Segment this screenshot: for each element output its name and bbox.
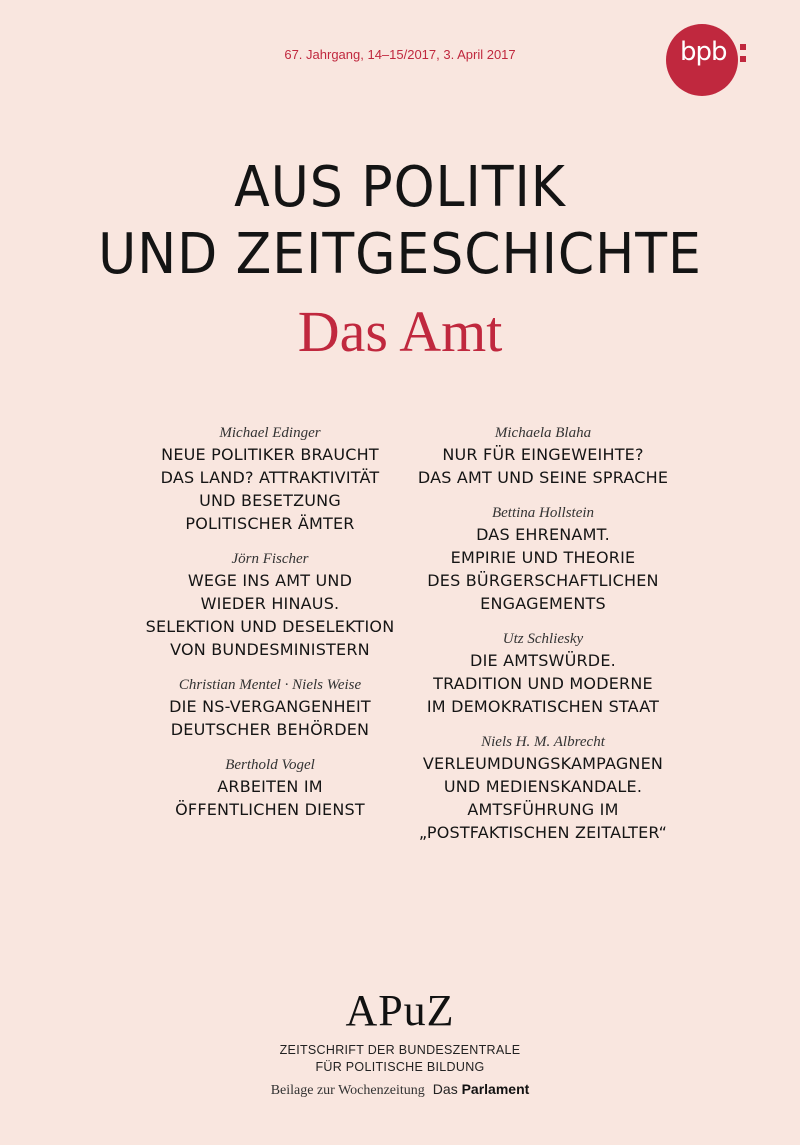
article-author: Michael Edinger: [219, 425, 321, 441]
article-title-line: VON BUNDESMINISTERN: [170, 640, 370, 659]
magazine-title-line1: AUS POLITIK: [234, 155, 566, 220]
article-title-line: NUR FÜR EINGEWEIHTE?: [442, 445, 644, 464]
article-title-line: UND BESETZUNG: [199, 491, 341, 510]
issue-topic: Das Amt: [297, 299, 503, 364]
contents-right-column: [378, 423, 708, 858]
article-title-line: DAS LAND? ATTRAKTIVITÄT: [160, 468, 380, 487]
article-title-line: EMPIRIE UND THEORIE: [450, 548, 636, 567]
article-title-line: AMTSFÜHRUNG IM: [467, 800, 619, 819]
article-title-line: ENGAGEMENTS: [480, 594, 606, 613]
article-title-line: TRADITION UND MODERNE: [433, 674, 653, 693]
article-author: Jörn Fischer: [231, 551, 309, 567]
newspaper-name: Parlament: [461, 1081, 530, 1097]
article-entry: [378, 629, 708, 718]
publisher-line1: ZEITSCHRIFT DER BUNDESZENTRALE: [279, 1043, 521, 1057]
article-author: Bettina Hollstein: [491, 505, 595, 521]
apuz-logo: APuZ: [345, 986, 455, 1035]
article-title-line: DAS AMT UND SEINE SPRACHE: [417, 468, 669, 487]
article-title-line: DIE NS-VERGANGENHEIT: [169, 697, 371, 716]
article-title: [378, 752, 708, 844]
article-title: [378, 649, 708, 718]
article-title: [378, 443, 708, 489]
article-author: Berthold Vogel: [225, 757, 315, 773]
magazine-title-line2: UND ZEITGESCHICHTE: [98, 222, 702, 287]
article-title-line: DIE AMTSWÜRDE.: [470, 651, 616, 670]
newspaper-das: Das: [432, 1081, 458, 1097]
article-title-line: DES BÜRGERSCHAFTLICHEN: [427, 571, 659, 590]
issue-line: 67. Jahrgang, 14–15/2017, 3. April 2017: [284, 47, 516, 62]
article-title: [378, 523, 708, 615]
article-title-line: ARBEITEN IM: [217, 777, 323, 796]
bpb-logo-text: bpb: [680, 37, 727, 67]
supplement-line: [0, 1081, 800, 1099]
article-title-line: NEUE POLITIKER BRAUCHT: [161, 445, 379, 464]
article-entry: [378, 423, 708, 489]
article-title-line: UND MEDIENSKANDALE.: [443, 777, 643, 796]
article-title-line: DAS EHRENAMT.: [476, 525, 610, 544]
article-title-line: POLITISCHER ÄMTER: [185, 514, 355, 533]
publisher-line2: FÜR POLITISCHE BILDUNG: [315, 1060, 485, 1074]
article-title-line: „POSTFAKTISCHEN ZEITALTER“: [418, 823, 668, 842]
article-author: Christian Mentel · Niels Weise: [178, 677, 362, 693]
article-title-line: DEUTSCHER BEHÖRDEN: [170, 720, 370, 739]
article-entry: [378, 503, 708, 615]
article-author: Utz Schliesky: [502, 631, 584, 647]
bpb-logo-colon-icon: [740, 42, 746, 64]
article-title-line: IM DEMOKRATISCHEN STAAT: [426, 697, 660, 716]
article-entry: [378, 732, 708, 844]
article-title-line: VERLEUMDUNGSKAMPAGNEN: [422, 754, 664, 773]
article-title-line: SELEKTION UND DESELEKTION: [145, 617, 395, 636]
article-author: Michaela Blaha: [494, 425, 592, 441]
supplement-text: Beilage zur Wochenzeitung: [270, 1083, 425, 1098]
article-title-line: WIEDER HINAUS.: [200, 594, 340, 613]
article-title-line: ÖFFENTLICHEN DIENST: [175, 800, 365, 819]
article-author: Niels H. M. Albrecht: [481, 734, 605, 750]
article-title-line: WEGE INS AMT UND: [187, 571, 353, 590]
